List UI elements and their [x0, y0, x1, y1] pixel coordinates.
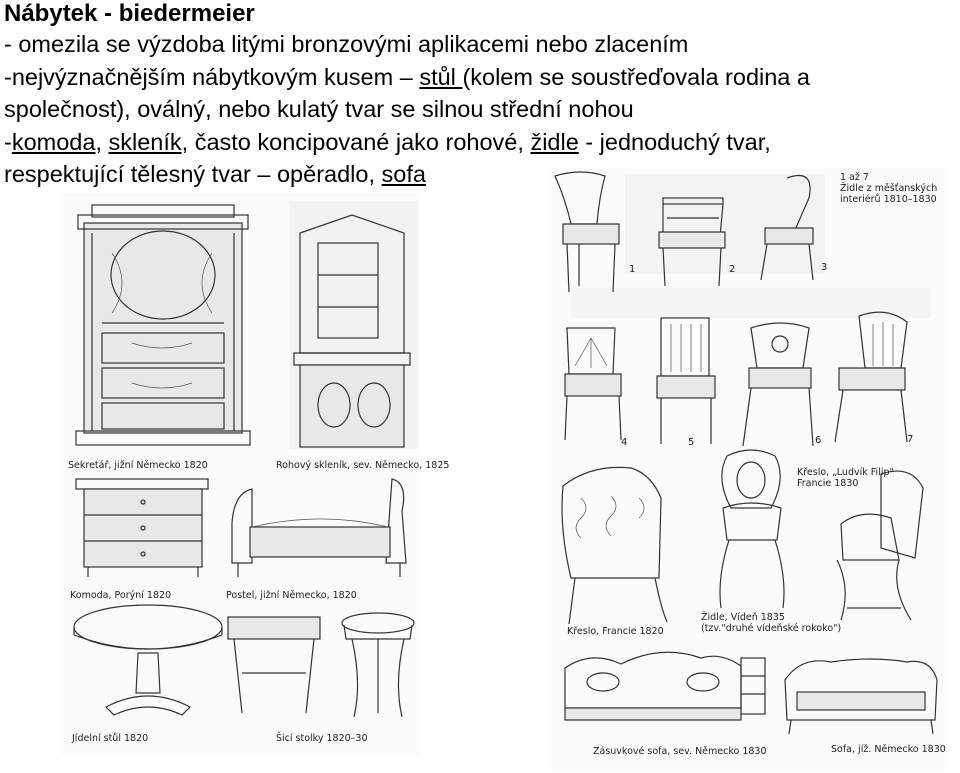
header-range: 1 až 7: [840, 172, 869, 183]
caption-secretary: Sekretář, jižní Německo 1820: [68, 460, 208, 471]
dining-table-drawing: [74, 605, 222, 715]
link-sklenik: skleník: [108, 128, 182, 155]
bullet-decoration: - omezila se výzdoba litými bronzovými aplikacemi nebo zlacením: [4, 31, 689, 57]
background-text-block: [571, 288, 931, 318]
background-text-block: [625, 174, 828, 274]
chair-number-2: 2: [729, 264, 736, 275]
sofa-south-germany-drawing: [785, 659, 937, 734]
chair-4-drawing: [565, 328, 621, 440]
chair-6-drawing: [743, 323, 813, 446]
caption-sofa: Sofa, jíž. Německo 1830: [831, 744, 946, 755]
armchair-louis-philippe-drawing: [837, 471, 923, 620]
chair-number-3: 3: [821, 262, 828, 273]
chair-number-7: 7: [907, 434, 914, 445]
chair-7-drawing: [835, 312, 907, 442]
chair-number-6: 6: [815, 435, 822, 446]
bullet-furniture: [4, 126, 956, 159]
slide-text: [4, 0, 956, 191]
right-furniture-plate: [551, 168, 948, 769]
vienna-chair-drawing: [720, 450, 784, 608]
secretary-drawing: [76, 205, 250, 445]
chair-number-1: 1: [629, 264, 636, 275]
caption-bed: Postel, jižní Německo, 1820: [226, 590, 357, 601]
caption-louis-philippe-2: Francie 1830: [797, 478, 859, 489]
text-segment: (kolem se soustřeďovala rodina a: [462, 63, 810, 90]
bed-drawing: [232, 479, 406, 577]
link-sofa: sofa: [381, 161, 426, 187]
header-line2: interiérů 1810–1830: [840, 194, 937, 205]
dresser-drawing: [76, 479, 208, 577]
header-line1: Židle z měšťanských: [840, 183, 938, 194]
text-segment: - jednoduchý tvar,: [578, 128, 771, 155]
chair-5-drawing: [657, 318, 715, 444]
left-plate-illustration: [62, 193, 450, 756]
caption-dining-table: Jídelní stůl 1820: [72, 733, 149, 744]
drawer-sofa-drawing: [565, 652, 765, 720]
text-segment: -nejvýznačnějším nábytkovým kusem –: [4, 63, 420, 90]
bullet-table-cont: společnost), oválný, nebo kulatý tvar se silnou střední nohou: [4, 96, 634, 122]
text-segment: respektující tělesný tvar – opěradlo,: [4, 161, 382, 187]
caption-armchair-france: Křeslo, Francie 1820: [567, 626, 664, 637]
bullet-table: [4, 61, 956, 94]
text-segment: ,: [95, 128, 109, 155]
left-furniture-plate: [62, 193, 450, 756]
sewing-tables-drawing: [228, 613, 414, 717]
link-komoda: komoda: [11, 128, 96, 155]
chair-number-4: 4: [621, 437, 628, 448]
caption-drawer-sofa: Zásuvkové sofa, sev. Německo 1830: [593, 746, 767, 757]
armchair-france-drawing: [562, 467, 667, 624]
caption-louis-philippe-1: Křeslo, „Ludvík Filip": [797, 467, 894, 478]
link-zidle: židle: [530, 128, 579, 155]
caption-vienna-chair-2: (tzv."druhé vídeňské rokoko"): [701, 623, 842, 634]
link-stul: stůl: [419, 63, 463, 90]
caption-sewing-tables: Šicí stolky 1820–30: [276, 733, 368, 744]
chair-1-drawing: [555, 172, 619, 292]
text-segment: , často koncipované jako rohové,: [181, 128, 531, 155]
caption-dresser: Komoda, Porýní 1820: [70, 590, 172, 601]
caption-vienna-chair-1: Židle, Vídeň 1835: [701, 612, 785, 623]
right-plate-illustration: [551, 168, 948, 769]
text-segment: -: [4, 128, 12, 155]
chair-number-5: 5: [688, 437, 695, 448]
slide-title: Nábytek - biedermeier: [4, 0, 255, 27]
caption-corner-cabinet: Rohový skleník, sev. Německo, 1825: [276, 460, 450, 471]
